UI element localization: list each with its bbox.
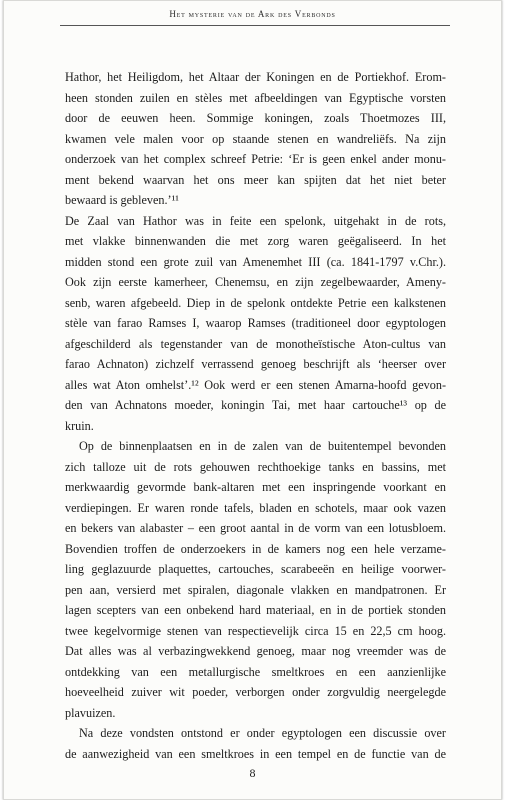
body-text [65, 67, 446, 764]
text-line: twee kegelvormige stenen van respectievelijk circa 15 en 22,5 cm hoog. [65, 623, 446, 638]
page-number: 8 [249, 766, 256, 780]
paragraph [65, 211, 446, 437]
text-line: afgeschilderd als tegenstander van de monotheïstische Aton-cultus van [65, 336, 446, 351]
text-line: de aanwezigheid van een smeltkroes in een tempel en de functie van de [65, 746, 446, 761]
text-line: hoeveelheid zuiver wit poeder, verborgen onder zorgvuldig neergelegde [65, 685, 446, 699]
text-line: pen aan, versierd met spiralen, diagonale vlakken en mandpatronen. Er [65, 582, 446, 597]
running-head-rule [60, 25, 450, 26]
text-line: bewaard is gebleven.’¹¹ [65, 193, 179, 207]
text-line: stèle van farao Ramses I, waarop Ramses (traditioneel door egyptologen [65, 316, 446, 330]
text-line: den van Achnatons moeder, koningin Tai, met haar cartouche¹³ op de [65, 398, 446, 412]
book-page [3, 0, 502, 800]
running-head: Het mysterie van de Ark des Verbonds [169, 9, 336, 19]
text-line: plavuizen. [65, 705, 116, 720]
text-line: kwamen vele malen voor op staande stenen en wandreliëfs. Na zijn [65, 131, 446, 146]
text-line: heen stonden zuilen en stèles met afbeeldingen van Egyptische vorsten [65, 90, 446, 105]
text-line: Op de binnenplaatsen en in de zalen van de buitentempel bevonden [79, 439, 446, 453]
text-line: en bekers van alabaster – een groot aantal in de vorm van een lotusbloem. [65, 521, 446, 535]
text-line: kruin. [65, 418, 94, 433]
text-line: Ook zijn eerste kamerheer, Chenemsu, en zijn zegelbewaarder, Ameny- [65, 275, 446, 289]
paragraph [65, 67, 446, 211]
text-line: Na deze vondsten ontstond er onder egyptologen een discussie over [79, 726, 446, 740]
paragraph [65, 436, 446, 723]
text-line: midden stond een grote zuil van Amenemhet III (ca. 1841-1797 v.Chr.). [65, 254, 446, 269]
text-line: Bovendien troffen de onderzoekers in de kamers nog een hele verzame- [65, 541, 446, 556]
text-line: Dat alles was al verbazingwekkend genoeg, maar nog vreemder was de [65, 644, 446, 658]
text-line: ontdekking van een metallurgische smeltkroes en een aanzienlijke [65, 664, 446, 679]
text-line: onderzoek van het complex schreef Petrie: ‘Er is geen enkel ander monu- [65, 152, 446, 166]
text-line: De Zaal van Hathor was in feite een spelonk, uitgehakt in de rots, [65, 213, 446, 228]
text-line: merkwaardig gevormde bank-altaren met een inspringende voorkant en [65, 480, 446, 494]
text-line: verdiepingen. Er waren ronde tafels, bladen en schotels, maar ook vazen [65, 500, 446, 515]
text-line: farao Achnaton) zichzelf verrassend genoeg beschrijft als ‘heerser over [65, 357, 446, 371]
text-line: zich talloze uit de rots gehouwen rechthoekige tanks en bassins, met [65, 459, 446, 474]
text-line: Hathor, het Heiligdom, het Altaar der Koningen en de Portiekhof. Erom- [65, 70, 446, 84]
text-line: lagen scepters van een onbekend hard materiaal, en in de portiek stonden [65, 603, 446, 617]
text-line: alles wat Aton omhelst’.¹² Ook werd er een stenen Amarna-hoofd gevon- [65, 377, 446, 392]
paragraph [65, 723, 446, 764]
text-line: met vlakke binnenwanden die met zorg waren geëgaliseerd. In het [65, 234, 446, 248]
text-line: ment bekend waarvan het ons meer kan spijten dat het niet beter [65, 172, 446, 187]
text-line: ling geglazuurde plaquettes, cartouches, scarabeeën en heilige voorwer- [65, 562, 446, 576]
text-line: senb, waren afgebeeld. Diep in de spelonk ontdekte Petrie een kalkstenen [65, 295, 446, 310]
text-line: door de eeuwen heen. Sommige koningen, zoals Thoetmozes III, [65, 111, 446, 125]
